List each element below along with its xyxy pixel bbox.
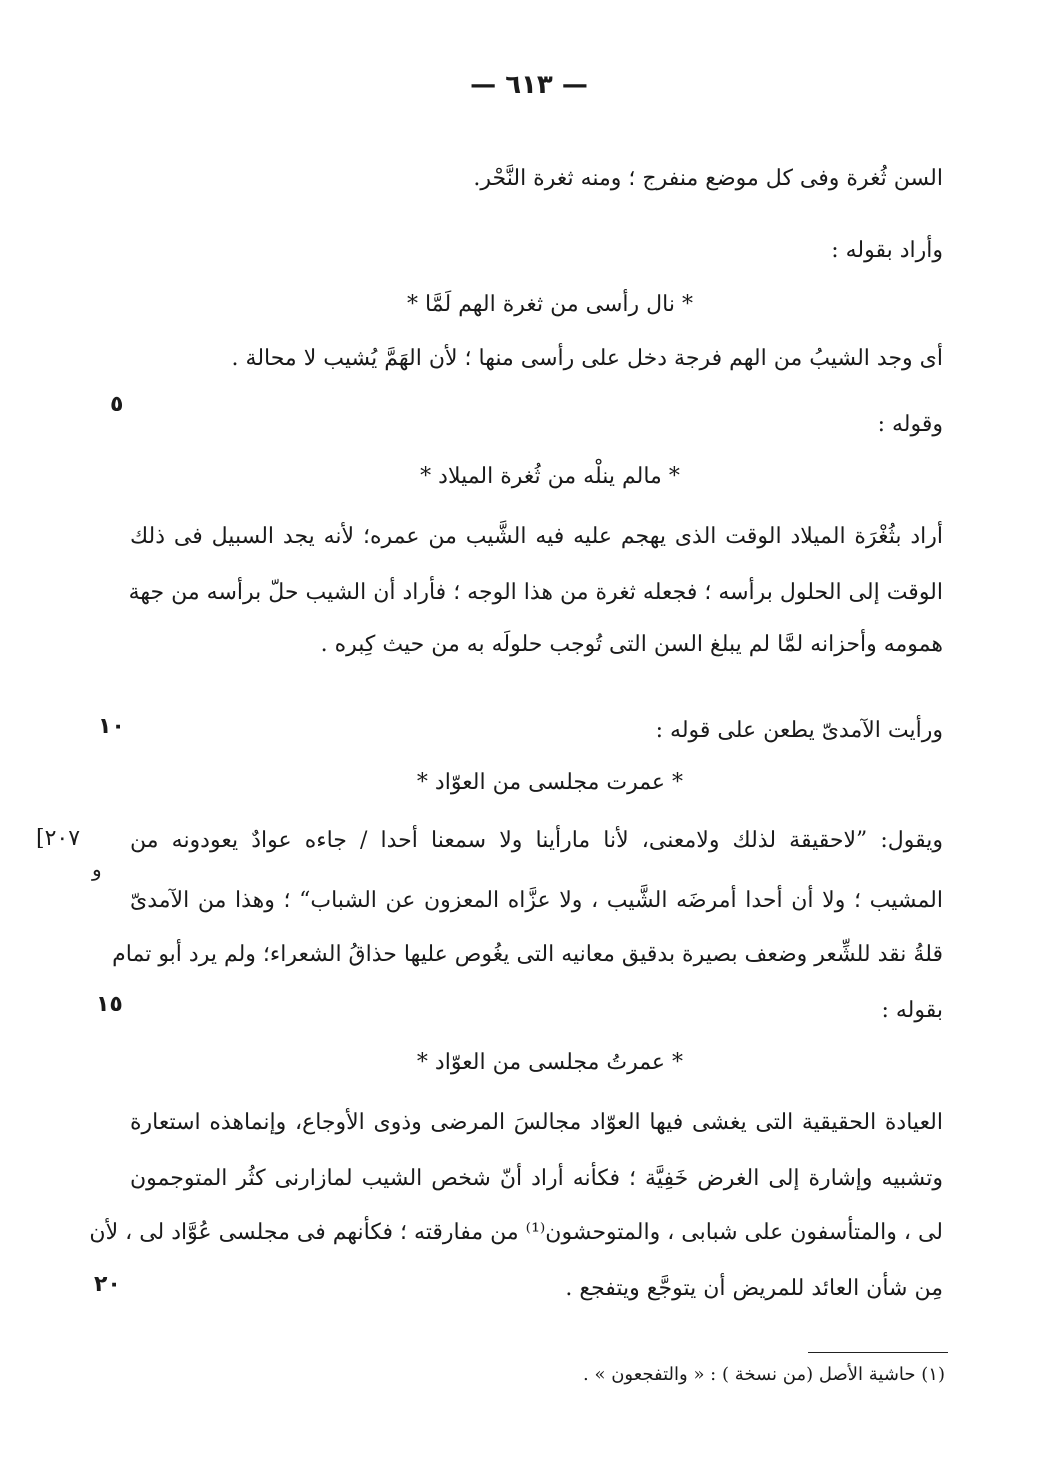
verse-4: * عمرتُ مجلسى من العوّاد * [416, 1050, 684, 1075]
verse-1: * نال رأسى من ثغرة الهم لَمَّا * [407, 292, 693, 317]
line-number-15: ١٥ [96, 992, 123, 1017]
text-line-12: ويقول: ”لاحقيقة لذلك ولامعنى، لأنا مارأينا ولا سمعنا أحدا / جاءه عوادٌ يعودونه من [130, 828, 943, 853]
text-line-10: ورأيت الآمدىّ يطعن على قوله : [655, 718, 943, 743]
text-line-20: مِن شأن العائد للمريض أن يتوجَّع ويتفجع . [565, 1276, 943, 1301]
margin-folio-side: و [92, 857, 102, 881]
footnote: (١) حاشية الأصل (من نسخة ) : « والتفجعون » . [583, 1364, 945, 1385]
text-line-5: وقوله : [877, 412, 943, 437]
text-line-19: لى ، والمتأسفون على شبابى ، والمتوحشون⁽¹⁾ من مفارقته ؛ فكأنهم فى مجلسى عُوَّاد لى ، لأن [89, 1220, 943, 1245]
margin-folio-ref: ٢٠٧] [36, 826, 81, 851]
line-number-5: ٥ [110, 392, 124, 417]
text-line-4: أى وجد الشيبُ من الهم فرجة دخل على رأسى منها ؛ لأن الهَمَّ يُشيب لا محالة . [231, 346, 943, 371]
text-line-14: قلةُ نقد للشِّعر وضعف بصيرة بدقيق معانيه التى يغُوص عليها حذاقُ الشعراء؛ ولم يرد أبو تمام [112, 942, 943, 967]
line-number-20: ٢٠ [94, 1272, 121, 1297]
verse-2: * مالم ينلْه من ثُغرة الميلاد * [420, 464, 680, 489]
text-line-13: المشيب ؛ ولا أن أحدا أمرضَه الشَّيب ، ولا عزَّاه المعزون عن الشباب“ ؛ وهذا من الآمدىّ [130, 888, 943, 913]
verse-3: * عمرت مجلسى من العوّاد * [416, 770, 684, 795]
footnote-rule [808, 1352, 948, 1353]
text-line-7: أراد بثُغْرَة الميلاد الوقت الذى يهجم عليه فيه الشَّيب من عمره؛ لأنه يجد السبيل فى ذلك [130, 524, 943, 549]
text-line-18: وتشبيه وإشارة إلى الغرض خَفِيَّة ؛ فكأنه أراد أنّ شخص الشيب لمازارنى كثُر المتوجمون [130, 1166, 943, 1191]
text-line-2: وأراد بقوله : [831, 238, 943, 263]
text-line-15: بقوله : [881, 998, 943, 1023]
line-number-10: ١٠ [98, 714, 125, 739]
page-number: — ٦١٣ — [470, 70, 588, 100]
text-line-17: العيادة الحقيقية التى يغشى فيها العوّاد مجالسَ المرضى وذوى الأوجاع، وإنماهذه استعارة [130, 1110, 943, 1135]
text-line-1: السن ثُغرة وفى كل موضع منفرج ؛ ومنه ثغرة النَّحْر. [473, 166, 943, 191]
text-line-8: الوقت إلى الحلول برأسه ؛ فجعله ثغرة من هذا الوجه ؛ فأراد أن الشيب حلّ برأسه من جهة [128, 580, 943, 605]
text-line-9: همومه وأحزانه لمَّا لم يبلغ السن التى تُوجب حلولَه به من حيث كِبره . [320, 632, 943, 657]
